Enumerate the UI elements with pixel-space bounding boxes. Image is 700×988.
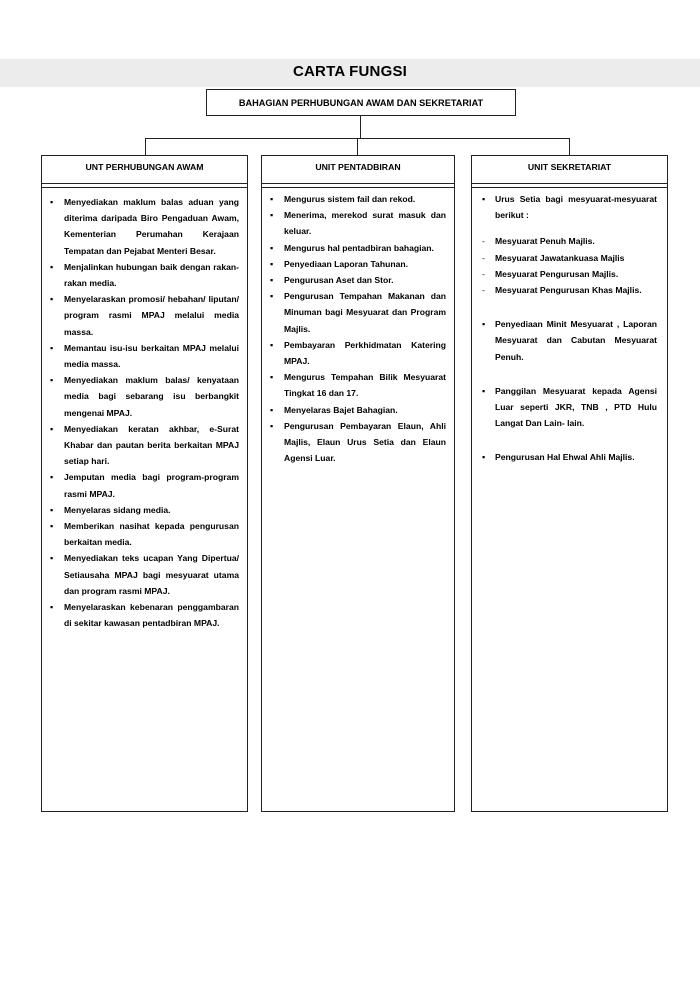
function-list [42,188,247,631]
list-item: ▪ Pengurusan Aset dan Stor. [262,272,454,288]
list-item: ▪ Memantau isu-isu berkaitan MPAJ melalui media massa. [42,340,247,372]
list-item: - Mesyuarat Pengurusan Khas Majlis. [472,282,667,298]
department-name: BAHAGIAN PERHUBUNGAN AWAM DAN SEKRETARIAT [238,97,484,108]
secretariat-intro: ▪ Urus Setia bagi mesyuarat-mesyuarat berikut : [472,188,667,223]
list-item: ▪ Menyediakan maklum balas aduan yang diterima daripada Biro Pengaduan Awam, Kementerian Perumahan Kerajaan Tempatan dan Pejabat Menteri Besar. [42,194,247,259]
column-body [42,187,247,811]
list-item: ▪ Pengurusan Pembayaran Elaun, Ahli Majlis, Elaun Urus Setia dan Elaun Agensi Luar. [262,418,454,467]
function-list [472,316,667,465]
list-item: - Mesyuarat Jawatankuasa Majlis [472,250,667,266]
list-item: ▪ Pengurusan Hal Ehwal Ahli Majlis. [472,449,667,465]
connector-right [569,138,570,155]
column-heading: UNIT PENTADBIRAN [262,156,454,184]
column-body [262,187,454,811]
list-item: ▪ Pengurusan Tempahan Makanan dan Minuman bagi Mesyuarat dan Program Majlis. [262,288,454,337]
column-body [472,187,667,811]
list-item: ▪ Menjalinkan hubungan baik dengan rakan-rakan media. [42,259,247,291]
list-item: ▪ Menyelaras sidang media. [42,502,247,518]
list-item: ▪ Menyediakan maklum balas/ kenyataan media bagi sebarang isu berbangkit mengenai MPAJ. [42,372,247,421]
list-item: ▪ Menyelaraskan promosi/ hebahan/ liputan/ program rasmi MPAJ melalui media massa. [42,291,247,340]
column-heading: UNT PERHUBUNGAN AWAM [42,156,247,184]
column-administration [261,155,455,812]
list-item: ▪ Mengurus sistem fail dan rekod. [262,191,454,207]
connector-center [357,138,358,155]
list-item: ▪ Menyediakan teks ucapan Yang Dipertua/ Setiausaha MPAJ bagi mesyuarat utama dan program rasmi MPAJ. [42,550,247,599]
list-item: ▪ Menyelaras Bajet Bahagian. [262,402,454,418]
department-box [206,89,516,116]
list-item: - Mesyuarat Penuh Majlis. [472,233,667,249]
column-secretariat [471,155,668,812]
connector-left [145,138,146,155]
list-item: ▪ Pembayaran Perkhidmatan Katering MPAJ. [262,337,454,369]
function-list [262,188,454,466]
column-public-relations [41,155,248,812]
column-heading: UNIT SEKRETARIAT [472,156,667,184]
list-item: ▪ Menyediakan keratan akhbar, e-Surat Khabar dan pautan berita berkaitan MPAJ setiap hari. [42,421,247,470]
list-item: ▪ Penyediaan Minit Mesyuarat , Laporan Mesyuarat dan Cabutan Mesyuarat Penuh. [472,316,667,365]
list-item: ▪ Menerima, merekod surat masuk dan keluar. [262,207,454,239]
connector-vertical-main [360,116,361,138]
list-item: ▪ Jemputan media bagi program-program rasmi MPAJ. [42,469,247,501]
list-item: ▪ Mengurus hal pentadbiran bahagian. [262,240,454,256]
page-title: CARTA FUNGSI [292,63,408,80]
list-item: ▪ Panggilan Mesyuarat kepada Agensi Luar seperti JKR, TNB , PTD Hulu Langat Dan Lain- lain. [472,383,667,432]
meeting-list [472,233,667,298]
list-item: ▪ Memberikan nasihat kepada pengurusan berkaitan media. [42,518,247,550]
list-item: ▪ Menyelaraskan kebenaran penggambaran di sekitar kawasan pentadbiran MPAJ. [42,599,247,631]
list-item: ▪ Mengurus Tempahan Bilik Mesyuarat Tingkat 16 dan 17. [262,369,454,401]
list-item: ▪ Penyediaan Laporan Tahunan. [262,256,454,272]
list-item: - Mesyuarat Pengurusan Majlis. [472,266,667,282]
